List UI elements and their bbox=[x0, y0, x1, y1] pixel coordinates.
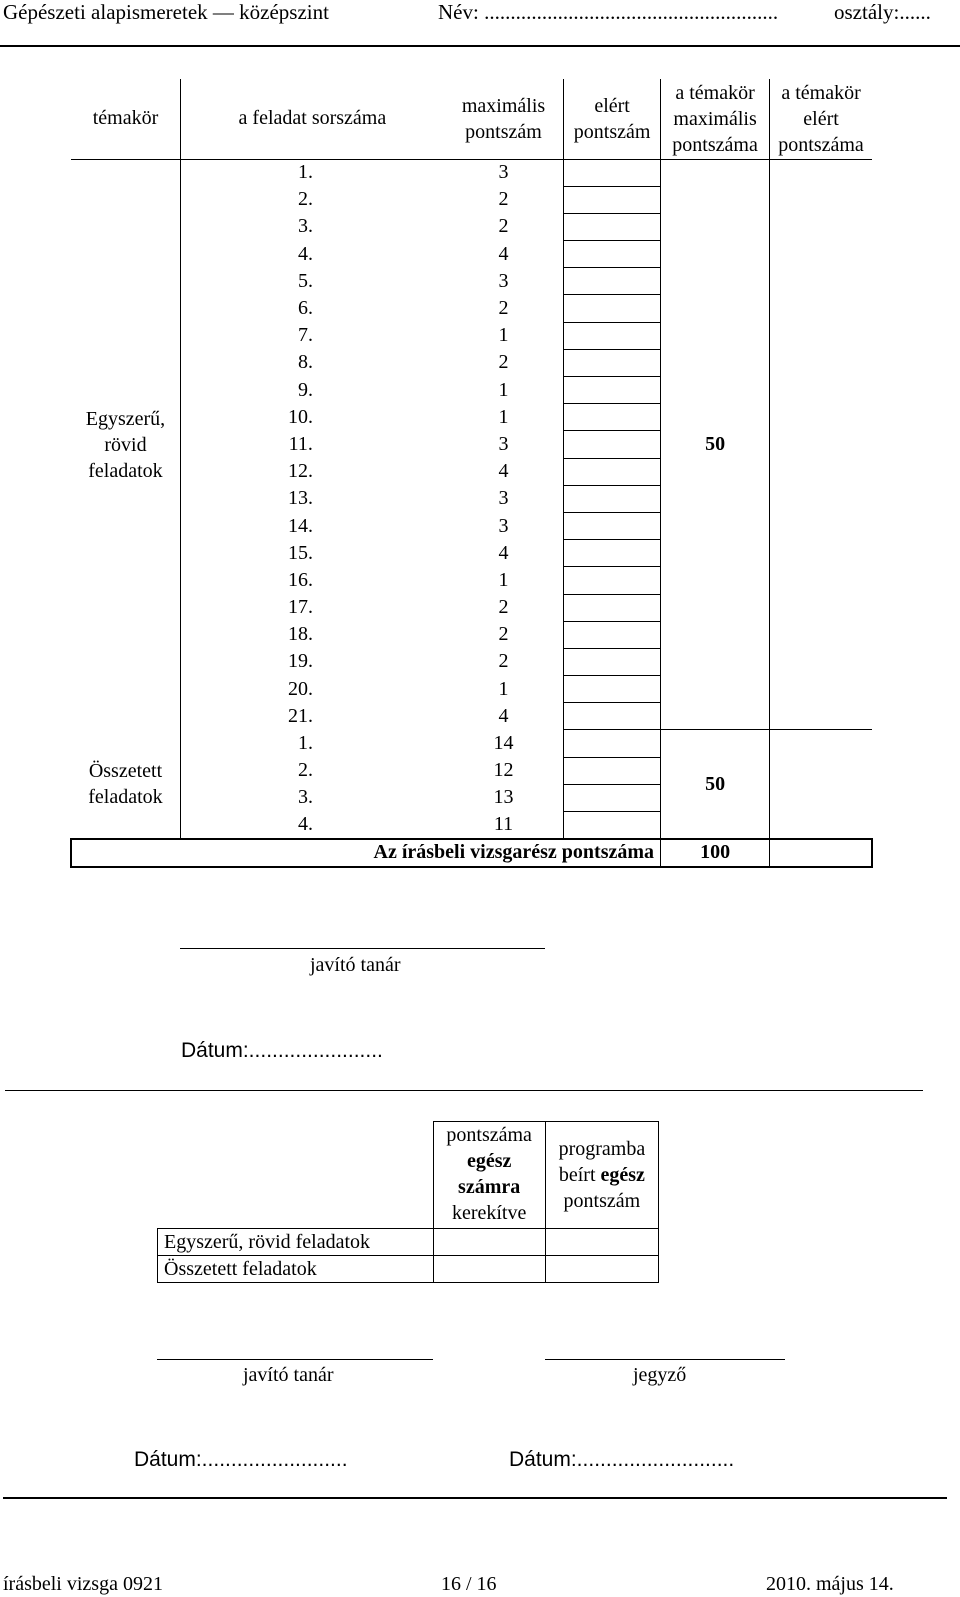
corrector-label-1: javító tanár bbox=[310, 954, 401, 976]
topic-max-points: 50 bbox=[661, 730, 770, 839]
task-spacer bbox=[319, 322, 444, 349]
task-achieved-input[interactable] bbox=[564, 540, 661, 567]
topic-achieved-input[interactable] bbox=[770, 159, 872, 730]
task-achieved-input[interactable] bbox=[564, 621, 661, 648]
header-class-field: osztály:...... bbox=[834, 0, 931, 24]
total-achieved-input[interactable] bbox=[770, 839, 872, 867]
task-max-points: 2 bbox=[444, 648, 564, 675]
task-max-points: 3 bbox=[444, 159, 564, 186]
corrector-label-2: javító tanár bbox=[243, 1364, 334, 1386]
program-points-input[interactable] bbox=[545, 1229, 658, 1256]
header-topic: témakör bbox=[71, 79, 180, 159]
notary-label: jegyző bbox=[633, 1364, 687, 1386]
task-number: 1. bbox=[180, 730, 318, 757]
task-achieved-input[interactable] bbox=[564, 159, 661, 186]
footer-exam-id: írásbeli vizsga 0921 bbox=[3, 1573, 163, 1595]
task-max-points: 11 bbox=[444, 812, 564, 839]
rounded-points-input[interactable] bbox=[433, 1229, 545, 1256]
task-achieved-input[interactable] bbox=[564, 594, 661, 621]
program-header-line-1: programba bbox=[558, 1138, 646, 1160]
total-value: 100 bbox=[661, 839, 770, 867]
task-number: 7. bbox=[180, 322, 318, 349]
task-max-points: 4 bbox=[444, 540, 564, 567]
program-row-label: Összetett feladatok bbox=[158, 1256, 434, 1283]
task-spacer bbox=[319, 268, 444, 295]
task-spacer bbox=[319, 784, 444, 811]
task-spacer bbox=[319, 377, 444, 404]
task-number: 21. bbox=[180, 703, 318, 730]
task-max-points: 1 bbox=[444, 377, 564, 404]
program-row-label: Egyszerű, rövid feladatok bbox=[158, 1229, 434, 1256]
header-title: Gépészeti alapismeretek — középszint bbox=[3, 0, 329, 24]
task-spacer bbox=[319, 458, 444, 485]
topic-label: Összetett feladatok bbox=[71, 730, 180, 839]
task-max-points: 3 bbox=[444, 512, 564, 539]
task-achieved-input[interactable] bbox=[564, 431, 661, 458]
task-achieved-input[interactable] bbox=[564, 512, 661, 539]
task-number: 13. bbox=[180, 485, 318, 512]
task-spacer bbox=[319, 648, 444, 675]
task-number: 1. bbox=[180, 159, 318, 186]
task-spacer bbox=[319, 730, 444, 757]
program-table-corner bbox=[158, 1122, 434, 1229]
task-max-points: 3 bbox=[444, 431, 564, 458]
task-spacer bbox=[319, 159, 444, 186]
header-divider bbox=[0, 45, 960, 47]
task-achieved-input[interactable] bbox=[564, 295, 661, 322]
task-achieved-input[interactable] bbox=[564, 648, 661, 675]
task-number: 8. bbox=[180, 349, 318, 376]
task-achieved-input[interactable] bbox=[564, 784, 661, 811]
rounded-points-input[interactable] bbox=[433, 1256, 545, 1283]
task-achieved-input[interactable] bbox=[564, 268, 661, 295]
task-number: 19. bbox=[180, 648, 318, 675]
task-number: 9. bbox=[180, 377, 318, 404]
task-spacer bbox=[319, 676, 444, 703]
task-max-points: 12 bbox=[444, 757, 564, 784]
task-number: 4. bbox=[180, 241, 318, 268]
footer-page-number: 16 / 16 bbox=[441, 1573, 497, 1595]
task-number: 4. bbox=[180, 812, 318, 839]
total-label: Az írásbeli vizsgarész pontszáma bbox=[71, 839, 661, 867]
task-max-points: 1 bbox=[444, 404, 564, 431]
header-topic-achieved: a témakör elért pontszáma bbox=[770, 79, 872, 159]
section-divider bbox=[5, 1090, 923, 1091]
task-achieved-input[interactable] bbox=[564, 404, 661, 431]
footer-divider bbox=[3, 1497, 947, 1499]
task-spacer bbox=[319, 485, 444, 512]
task-spacer bbox=[319, 703, 444, 730]
task-number: 3. bbox=[180, 784, 318, 811]
date-field-1[interactable]: Dátum:....................... bbox=[181, 1039, 383, 1062]
rounded-header-line-2: egész bbox=[466, 1150, 512, 1172]
task-spacer bbox=[319, 512, 444, 539]
task-max-points: 3 bbox=[444, 485, 564, 512]
task-achieved-input[interactable] bbox=[564, 567, 661, 594]
task-achieved-input[interactable] bbox=[564, 485, 661, 512]
task-number: 11. bbox=[180, 431, 318, 458]
task-max-points: 3 bbox=[444, 268, 564, 295]
task-spacer bbox=[319, 621, 444, 648]
task-spacer bbox=[319, 349, 444, 376]
task-max-points: 1 bbox=[444, 676, 564, 703]
task-number: 12. bbox=[180, 458, 318, 485]
task-number: 2. bbox=[180, 186, 318, 213]
task-number: 10. bbox=[180, 404, 318, 431]
task-spacer bbox=[319, 431, 444, 458]
task-achieved-input[interactable] bbox=[564, 186, 661, 213]
rounded-points-header bbox=[433, 1122, 545, 1229]
task-spacer bbox=[319, 757, 444, 784]
task-spacer bbox=[319, 213, 444, 240]
rounded-header-line-4: kerekítve bbox=[451, 1202, 527, 1224]
task-spacer bbox=[319, 241, 444, 268]
task-max-points: 4 bbox=[444, 703, 564, 730]
rounded-header-line-1: pontszáma bbox=[446, 1124, 532, 1146]
program-points-input[interactable] bbox=[545, 1256, 658, 1283]
program-points-header bbox=[545, 1122, 658, 1229]
task-number: 20. bbox=[180, 676, 318, 703]
date-field-corrector[interactable]: Dátum:......................... bbox=[134, 1448, 348, 1471]
topic-achieved-input[interactable] bbox=[770, 730, 872, 839]
header-name-field: Név: ........................................................ bbox=[438, 0, 779, 24]
header-achieved-points: elért pontszám bbox=[564, 79, 661, 159]
task-number: 3. bbox=[180, 213, 318, 240]
task-max-points: 2 bbox=[444, 295, 564, 322]
topic-max-points: 50 bbox=[661, 159, 770, 730]
task-achieved-input[interactable] bbox=[564, 377, 661, 404]
task-achieved-input[interactable] bbox=[564, 322, 661, 349]
topic-label: Egyszerű, rövid feladatok bbox=[71, 159, 180, 730]
rounded-header-line-3: számra bbox=[458, 1176, 521, 1198]
task-number: 14. bbox=[180, 512, 318, 539]
task-spacer bbox=[319, 812, 444, 839]
footer-date: 2010. május 14. bbox=[766, 1573, 894, 1595]
signature-line-notary bbox=[545, 1359, 785, 1360]
task-max-points: 2 bbox=[444, 594, 564, 621]
task-achieved-input[interactable] bbox=[564, 730, 661, 757]
task-achieved-input[interactable] bbox=[564, 349, 661, 376]
task-number: 16. bbox=[180, 567, 318, 594]
task-max-points: 1 bbox=[444, 567, 564, 594]
task-number: 2. bbox=[180, 757, 318, 784]
task-max-points: 14 bbox=[444, 730, 564, 757]
task-max-points: 2 bbox=[444, 621, 564, 648]
task-achieved-input[interactable] bbox=[564, 458, 661, 485]
task-spacer bbox=[319, 567, 444, 594]
task-number: 17. bbox=[180, 594, 318, 621]
header-topic-max: a témakör maximális pontszáma bbox=[661, 79, 770, 159]
date-field-notary[interactable]: Dátum:........................... bbox=[509, 1448, 735, 1471]
task-achieved-input[interactable] bbox=[564, 812, 661, 839]
task-spacer bbox=[319, 404, 444, 431]
task-max-points: 2 bbox=[444, 186, 564, 213]
task-spacer bbox=[319, 594, 444, 621]
task-achieved-input[interactable] bbox=[564, 703, 661, 730]
task-spacer bbox=[319, 540, 444, 567]
task-max-points: 4 bbox=[444, 458, 564, 485]
task-max-points: 4 bbox=[444, 241, 564, 268]
task-number: 15. bbox=[180, 540, 318, 567]
task-max-points: 2 bbox=[444, 349, 564, 376]
header-task-number: a feladat sorszáma bbox=[180, 79, 443, 159]
task-number: 5. bbox=[180, 268, 318, 295]
header-max-points: maximális pontszám bbox=[444, 79, 564, 159]
task-achieved-input[interactable] bbox=[564, 241, 661, 268]
program-header-line-4: pontszám bbox=[563, 1190, 641, 1212]
program-header-line-3: egész bbox=[600, 1164, 645, 1186]
signature-line-corrector bbox=[157, 1359, 433, 1360]
task-achieved-input[interactable] bbox=[564, 213, 661, 240]
task-spacer bbox=[319, 186, 444, 213]
task-spacer bbox=[319, 295, 444, 322]
task-achieved-input[interactable] bbox=[564, 757, 661, 784]
score-table bbox=[70, 79, 873, 868]
program-table bbox=[157, 1121, 659, 1283]
task-max-points: 2 bbox=[444, 213, 564, 240]
task-number: 6. bbox=[180, 295, 318, 322]
task-number: 18. bbox=[180, 621, 318, 648]
task-max-points: 1 bbox=[444, 322, 564, 349]
program-header-line-2: beírt bbox=[558, 1164, 596, 1186]
task-achieved-input[interactable] bbox=[564, 676, 661, 703]
signature-line-1 bbox=[180, 948, 545, 949]
task-max-points: 13 bbox=[444, 784, 564, 811]
